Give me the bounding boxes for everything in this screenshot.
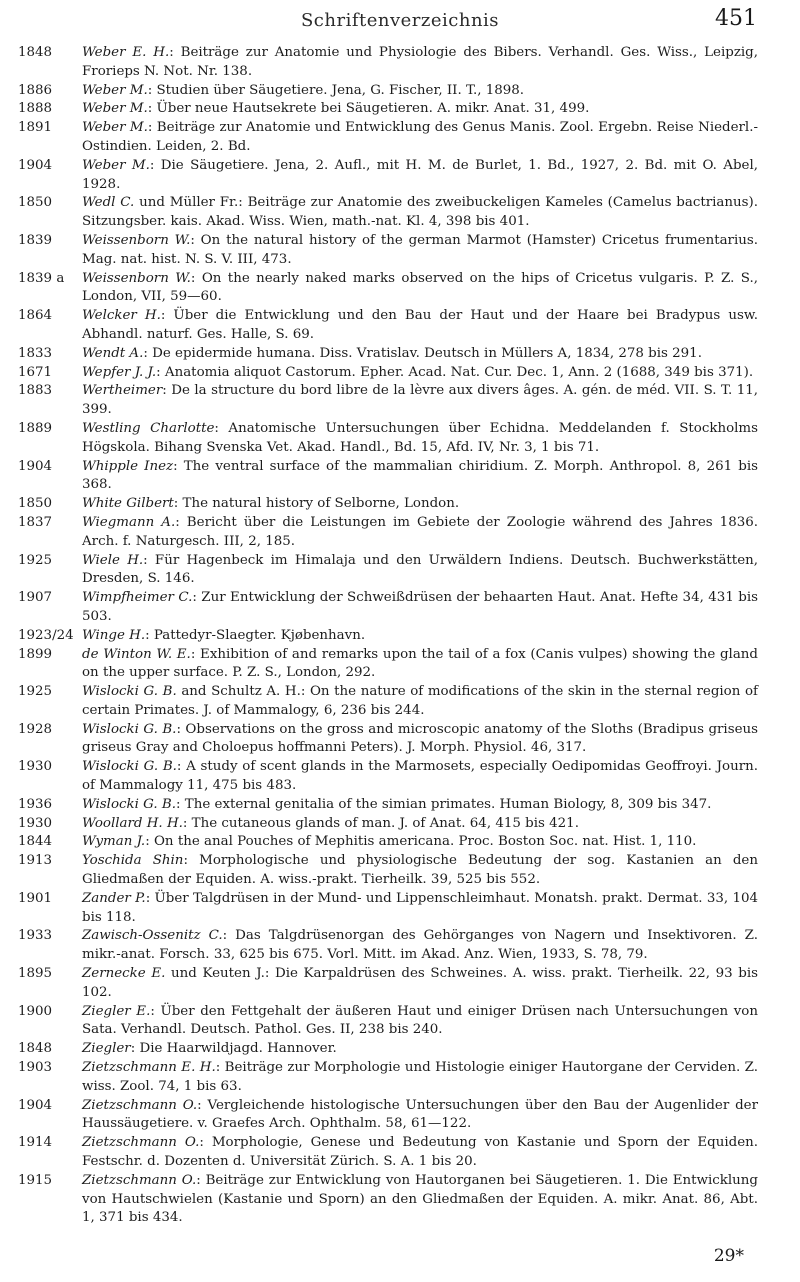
- reference-year: 1844: [18, 834, 53, 850]
- reference-entry: [18, 589, 758, 627]
- reference-entry: [18, 815, 758, 834]
- reference-text: : The external genitalia of the simian primates. Human Biology, 8, 309 bis 347.: [176, 796, 712, 812]
- reference-year: 1899: [18, 646, 53, 662]
- reference-author: Wyman J.: [82, 834, 146, 850]
- reference-entry: [18, 721, 758, 759]
- reference-text: : De la structure du bord libre de la lèvre aux divers âges. A. gén. de méd. VII. S. T. 11, 399.: [82, 383, 758, 418]
- reference-year: 1930: [18, 815, 53, 831]
- reference-text: : On the anal Pouches of Mephitis americana. Proc. Boston Soc. nat. Hist. 1, 110.: [145, 834, 697, 850]
- reference-entry: [18, 157, 758, 195]
- reference-year: 1904: [18, 157, 53, 173]
- reference-author: Ziegler: [82, 1041, 131, 1057]
- reference-text: : Anatomische Untersuchungen über Echidna. Meddelanden f. Stockholms Högskola. Bihang Svenska Vet. Akad. Handl., Bd. 15, Afd. IV, Nr. 3, 1 bis 71.: [82, 420, 759, 455]
- reference-author: Zander P.: [82, 890, 146, 906]
- reference-author: Zietzschmann O.: [82, 1172, 197, 1188]
- reference-entry: [18, 382, 758, 420]
- reference-year: 1923/24: [18, 627, 74, 643]
- reference-author: Weissenborn W.: [82, 270, 191, 286]
- reference-year: 1901: [18, 890, 53, 906]
- reference-year: 1848: [18, 1041, 53, 1057]
- reference-author: Zawisch-Ossenitz C.: [82, 928, 223, 944]
- reference-text: : Beiträge zur Entwicklung von Hautorganen bei Säugetieren. 1. Die Entwicklung von Hautschwielen (Kastanie und Sporn) an den Gliedmaßen der Equiden. A. mikr. Anat. 86, Abt. 1, 371 bis 434.: [82, 1172, 758, 1226]
- reference-text: : On the natural history of the german Marmot (Hamster) Cricetus frumentarius. Mag. nat. hist. N. S. V. III, 473.: [82, 232, 758, 267]
- reference-author: Wimpfheimer C.: [82, 590, 193, 606]
- reference-text: : The natural history of Selborne, London.: [173, 496, 460, 512]
- reference-entry: [18, 307, 758, 345]
- reference-year: 1900: [18, 1003, 53, 1019]
- reference-entry: [18, 100, 758, 119]
- reference-entry: [18, 232, 758, 270]
- reference-year: 1850: [18, 195, 53, 211]
- reference-entry: [18, 683, 758, 721]
- reference-year: 1839 a: [18, 270, 65, 286]
- reference-year: 1925: [18, 552, 53, 568]
- reference-author: Wedl C.: [82, 195, 135, 211]
- reference-author: Wislocki G. B.: [82, 759, 177, 775]
- reference-text: : Das Talgdrüsenorgan des Gehörganges von Nagern und Insektivoren. Z. mikr.-anat. Forsch. 33, 625 bis 675. Vorl. Mitt. im Akad. Anz. Wien, 1933, S. 78, 79.: [82, 928, 758, 963]
- reference-author: Wertheimer: [82, 383, 163, 399]
- reference-author: Wislocki G. B.: [82, 796, 177, 812]
- reference-entry: [18, 420, 758, 458]
- reference-author: White Gilbert: [82, 496, 174, 512]
- reference-entry: [18, 82, 758, 101]
- reference-text: : Beiträge zur Anatomie und Entwicklung des Genus Manis. Zool. Ergebn. Reise Niederl.-Ostindien. Leiden, 2. Bd.: [82, 120, 758, 154]
- reference-year: 1930: [18, 759, 53, 775]
- running-title: Schriftenverzeichnis: [300, 10, 500, 31]
- reference-year: 1936: [18, 796, 53, 812]
- reference-entry: [18, 796, 758, 815]
- reference-text: : Die Säugetiere. Jena, 2. Aufl., mit H. M. de Burlet, 1. Bd., 1927, 2. Bd. mit O. Abel, 1928.: [82, 157, 758, 192]
- reference-entry: [18, 194, 758, 232]
- reference-entry: [18, 965, 758, 1003]
- reference-author: Zietzschmann O.: [82, 1135, 200, 1151]
- reference-text: : Über neue Hautsekrete bei Säugetieren. A. mikr. Anat. 31, 499.: [147, 101, 590, 117]
- reference-author: Wislocki G. B.: [82, 721, 177, 737]
- reference-entry: [18, 514, 758, 552]
- reference-year: 1883: [18, 383, 53, 399]
- reference-entry: [18, 1134, 758, 1172]
- reference-entry: [18, 1097, 758, 1135]
- reference-year: 1891: [18, 120, 53, 136]
- reference-text: : Morphologie, Genese und Bedeutung von Kastanie und Sporn der Equiden. Festschr. d. Dozenten d. Universität Zürich. S. A. 1 bis 20.: [82, 1135, 759, 1170]
- signature-mark: 29*: [713, 1246, 744, 1266]
- reference-text: : The cutaneous glands of man. J. of Anat. 64, 415 bis 421.: [182, 815, 579, 831]
- reference-text: : Über Talgdrüsen in der Mund- und Lippenschleimhaut. Monatsh. prakt. Dermat. 33, 104 bis 118.: [82, 890, 758, 925]
- reference-author: Weber E. H.: [82, 45, 170, 60]
- running-head: [0, 6, 800, 36]
- reference-entry: [18, 646, 758, 684]
- reference-entry: [18, 833, 758, 852]
- reference-year: 1907: [18, 590, 53, 606]
- reference-year: 1850: [18, 496, 53, 512]
- reference-author: Zietzschmann E. H.: [82, 1060, 216, 1076]
- reference-author: Whipple Inez: [82, 458, 174, 474]
- reference-author: Weber M.: [82, 157, 150, 173]
- reference-year: 1886: [18, 82, 53, 98]
- reference-year: 1928: [18, 721, 53, 737]
- reference-entry: [18, 552, 758, 590]
- reference-year: 1839: [18, 232, 53, 248]
- reference-entry: [18, 890, 758, 928]
- reference-entry: [18, 1059, 758, 1097]
- reference-author: Yoschida Shin: [82, 853, 184, 869]
- reference-author: Wiegmann A.: [82, 514, 176, 530]
- reference-entry: [18, 364, 758, 383]
- reference-text: : Pattedyr-Slaegter. Kjøbenhavn.: [145, 627, 366, 643]
- reference-author: Winge H.: [82, 627, 146, 643]
- reference-entry: [18, 458, 758, 496]
- reference-entry: [18, 627, 758, 646]
- reference-text: : The ventral surface of the mammalian chiridium. Z. Morph. Anthropol. 8, 261 bis 368.: [82, 458, 758, 493]
- reference-text: : Beiträge zur Morphologie und Histologie einiger Hautorgane der Cerviden. Z. wiss. Zool. 74, 1 bis 63.: [82, 1060, 758, 1094]
- reference-text: : Anatomia aliquot Castorum. Epher. Acad. Nat. Cur. Dec. 1, Ann. 2 (1688, 349 bis 371).: [156, 364, 754, 380]
- page-number: 451: [715, 6, 757, 31]
- reference-author: Welcker H.: [82, 308, 161, 324]
- reference-author: Westling Charlotte: [82, 420, 215, 436]
- reference-year: 1933: [18, 928, 53, 944]
- reference-author: Ziegler E.: [82, 1003, 151, 1019]
- reference-author: Zietzschmann O.: [82, 1097, 198, 1113]
- reference-entry: [18, 1040, 758, 1059]
- reference-text: : On the nearly naked marks observed on the hips of Cricetus vulgaris. P. Z. S., London, VII, 59—60.: [82, 270, 758, 305]
- reference-text: : A study of scent glands in the Marmosets, especially Oedipomidas Geoffroyi. Journ. of Mammalogy 11, 475 bis 483.: [82, 759, 758, 794]
- reference-text: : Die Haarwildjagd. Hannover.: [130, 1041, 337, 1057]
- reference-entry: [18, 1003, 758, 1041]
- reference-year: 1888: [18, 101, 53, 117]
- reference-entry: [18, 345, 758, 364]
- reference-text: : Zur Entwicklung der Schweißdrüsen der behaarten Haut. Anat. Hefte 34, 431 bis 503.: [82, 590, 758, 624]
- reference-text: : Observations on the gross and microscopic anatomy of the Sloths (Bradipus griseus griseus Gray and Choloepus hoffmanni Peters). J. Morph. Physiol. 46, 317.: [82, 721, 759, 756]
- reference-author: Weissenborn W.: [82, 232, 191, 248]
- reference-text: : Studien über Säugetiere. Jena, G. Fischer, II. T., 1898.: [147, 82, 525, 98]
- reference-year: 1864: [18, 308, 53, 324]
- reference-author: Weber M.: [82, 101, 148, 117]
- reference-author: Woollard H. H.: [82, 815, 183, 831]
- reference-author: Weber M.: [82, 82, 148, 98]
- reference-author: de Winton W. E.: [82, 646, 191, 662]
- reference-text: : Bericht über die Leistungen im Gebiete der Zoologie während des Jahres 1836. Arch. f. Naturgesch. III, 2, 185.: [82, 514, 759, 549]
- reference-text: : De epidermide humana. Diss. Vratislav. Deutsch in Müllers A, 1834, 278 bis 291.: [143, 345, 702, 361]
- reference-year: 1895: [18, 966, 53, 982]
- reference-entry: [18, 758, 758, 796]
- reference-year: 1848: [18, 45, 53, 60]
- reference-year: 1914: [18, 1135, 53, 1151]
- reference-year: 1915: [18, 1172, 53, 1188]
- reference-list: [18, 44, 758, 1228]
- reference-text: : Vergleichende histologische Untersuchungen über den Bau der Augenlider der Haussäugetiere. v. Graefes Arch. Ophthalm. 58, 61—122.: [82, 1097, 758, 1132]
- reference-entry: [18, 270, 758, 308]
- reference-text: and Schultz A. H.: On the nature of modifications of the skin in the sternal region of certain Primates. J. of Mammalogy, 6, 236 bis 244.: [82, 684, 758, 718]
- reference-entry: [18, 852, 758, 890]
- reference-author: Wepfer J. J.: [82, 364, 157, 380]
- reference-text: : Über die Entwicklung und den Bau der Haut und der Haare bei Bradypus usw. Abhandl. naturf. Ges. Halle, S. 69.: [82, 308, 758, 342]
- reference-year: 1671: [18, 364, 53, 380]
- reference-author: Wendt A.: [82, 345, 144, 361]
- reference-year: 1904: [18, 458, 53, 474]
- reference-entry: [18, 44, 758, 82]
- reference-author: Weber M.: [82, 120, 148, 136]
- reference-entry: [18, 495, 758, 514]
- reference-year: 1913: [18, 853, 53, 869]
- reference-author: Wiele H.: [82, 552, 144, 568]
- reference-text: : Über den Fettgehalt der äußeren Haut und einiger Drüsen nach Untersuchungen von Sata. Verhandl. Deutsch. Pathol. Ges. II, 238 bis 240.: [82, 1003, 758, 1038]
- reference-entry: [18, 927, 758, 965]
- reference-text: und Müller Fr.: Beiträge zur Anatomie des zweibuckeligen Kameles (Camelus bactrianus). Sitzungsber. kais. Akad. Wiss. Wien, math.-nat. Kl. 4, 398 bis 401.: [82, 195, 758, 230]
- reference-author: Wislocki G. B.: [82, 684, 177, 700]
- reference-entry: [18, 1172, 758, 1228]
- reference-author: Zernecke E.: [82, 966, 166, 982]
- reference-entry: [18, 119, 758, 157]
- reference-year: 1904: [18, 1097, 53, 1113]
- reference-text: : Für Hagenbeck im Himalaja und den Urwäldern Indiens. Deutsch. Buchwerkstätten, Dresden, S. 146.: [82, 552, 758, 587]
- reference-year: 1889: [18, 420, 53, 436]
- reference-text: : Morphologische und physiologische Bedeutung der sog. Kastanien an den Gliedmaßen der Equiden. A. wiss.-prakt. Tierheilk. 39, 525 bis 552.: [82, 853, 758, 888]
- reference-year: 1903: [18, 1060, 53, 1076]
- reference-text: : Beiträge zur Anatomie und Physiologie des Bibers. Verhandl. Ges. Wiss., Leipzig, Frorieps N. Not. Nr. 138.: [82, 45, 758, 79]
- reference-year: 1837: [18, 514, 53, 530]
- reference-text: und Keuten J.: Die Karpaldrüsen des Schweines. A. wiss. prakt. Tierheilk. 22, 93 bis 102.: [82, 966, 758, 1000]
- reference-text: : Exhibition of and remarks upon the tail of a fox (Canis vulpes) showing the gland on the upper surface. P. Z. S., London, 292.: [82, 646, 758, 681]
- reference-year: 1833: [18, 345, 53, 361]
- reference-year: 1925: [18, 684, 53, 700]
